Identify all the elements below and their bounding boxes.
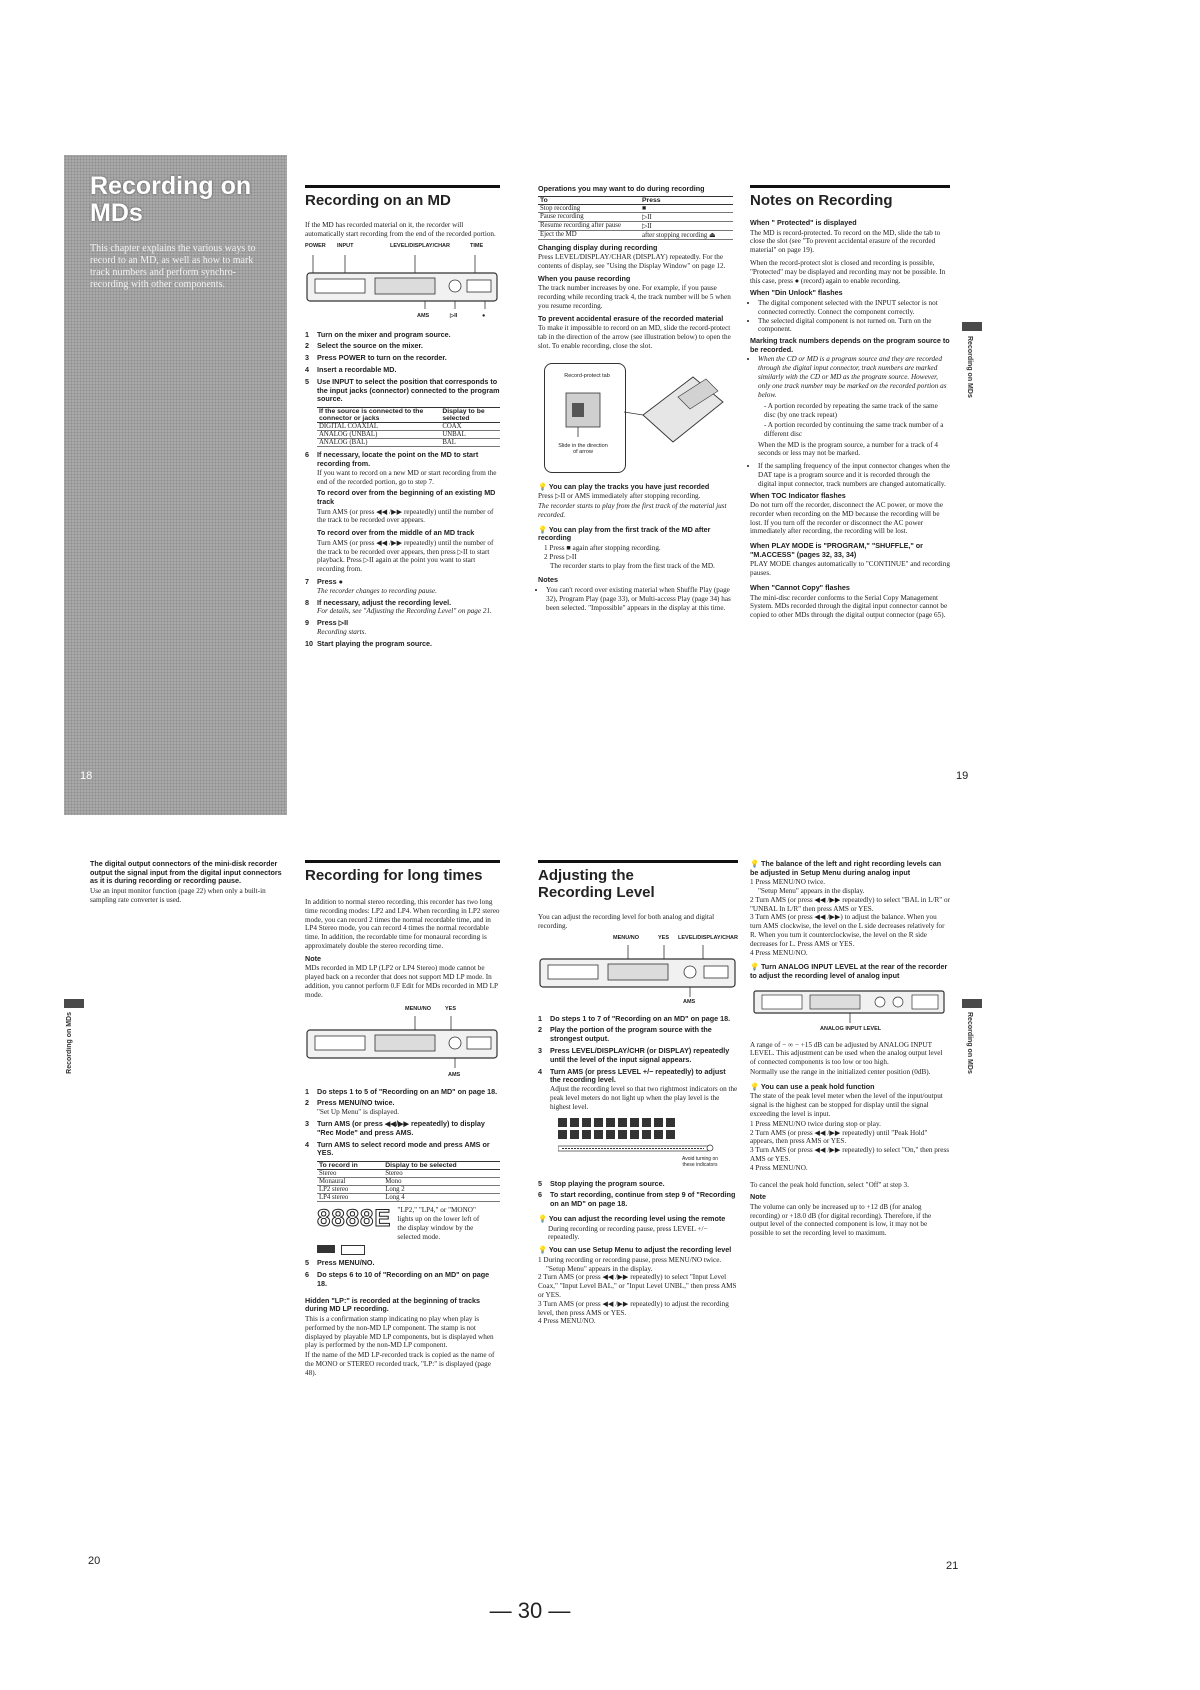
table-row: ANALOG (BAL) BAL (317, 439, 500, 447)
balance-section (750, 860, 950, 1242)
list-item: - A portion recorded by repeating the same track of the same disc (by one track repeat) (764, 402, 938, 420)
table-row: Eject the MD after stopping recording ⏏ (538, 230, 733, 239)
step-item: 4 Insert a recordable MD. (305, 364, 397, 374)
page-number: 21 (946, 1560, 959, 1572)
note-head: Marking track numbers depends on the program source to be recorded. (750, 336, 950, 354)
tip-step: 4 Press MENU/NO. (750, 1163, 808, 1172)
fig-label-yes: YES (445, 1005, 457, 1012)
bullet-head: To record over from the beginning of an existing MD track (317, 488, 496, 506)
tip-head: 💡 The balance of the left and right recording levels can be adjusted in Setup Menu during analog input (750, 859, 942, 877)
tip-step: 2 Press ▷II (544, 552, 577, 561)
side-tab-marker (64, 999, 84, 1008)
tip-head: 💡 You can use a peak hold function (750, 1081, 875, 1091)
tip-icon: 💡 (750, 859, 759, 868)
step-item: 2 Press MENU/NO twice. "Set Up Menu" is displayed. (305, 1098, 399, 1117)
section-rule (750, 185, 950, 188)
digital-note (90, 860, 285, 908)
side-tab-marker (962, 322, 982, 331)
record-protect-figure (538, 357, 733, 477)
recorder-drawing (305, 1016, 500, 1072)
step-item: 9 Press ▷II Recording starts. (305, 618, 367, 636)
side-label: Recording on MDs (966, 336, 973, 398)
section-intro: You can adjust the recording level for both analog and digital recording. (538, 913, 715, 930)
note-text: The volume can only be increased up to +12 dB (for analog recording) or +18.0 dB (for digital recording). Therefore, if the output level of the connected component is low, it may not be possible to set the recording level to maximum. (750, 1202, 932, 1238)
recorder-front-panel-figure (538, 935, 738, 1009)
tip-step: 1 Press ■ again after stopping recording. (544, 543, 661, 552)
recorder-drawing (305, 253, 500, 313)
step-item: 5 Use INPUT to select the position that corresponds to the input jacks (connector) connected to the program source. (305, 376, 500, 404)
tip-step: 4 Press MENU/NO. (538, 1317, 596, 1326)
notes-list (538, 586, 733, 612)
indicator-icon (341, 1245, 365, 1255)
tip-step: 3 Turn AMS (or press ◀◀ /▶▶ repeatedly) to select "On," then press AMS or YES. (750, 1146, 950, 1163)
note-dash-list (750, 402, 950, 438)
adjust-section (538, 860, 738, 1326)
note-text: MDs recorded in MD LP (LP2 or LP4 Stereo) mode cannot be played back on a recorder that does not support MD LP mode. In addition, you cannot perform 0.F Edit for MDs recorded in MD LP mode. (305, 964, 498, 999)
tip-head: 💡 You can adjust the recording level using the remote (538, 1213, 726, 1223)
operations-title: Operations you may want to do during recording (538, 184, 705, 193)
indicator-icon (317, 1245, 335, 1253)
step-item: 10 Start playing the program source. (305, 638, 433, 648)
mode-table (317, 1161, 500, 1202)
tip-text: During recording or recording pause, press LEVEL +/− repeatedly. (548, 1224, 708, 1242)
subsection-head: Changing display during recording (538, 242, 658, 252)
subsection-text: To make it impossible to record on an MD, slide the record-protect tab in the direction of the arrow (see illustration below) to open the slot. To enable recording, close the slot. (538, 324, 731, 350)
note-list (750, 299, 950, 334)
tip-step: "Setup Menu" appears in the display. (758, 886, 865, 895)
fig-label-time: TIME (470, 242, 484, 249)
chapter-block (64, 155, 287, 815)
hidden-text: If the name of the MD LP-recorded track is copied as the name of the MONO or STEREO recorded track, "LP:" is displayed (page 48). (305, 1351, 495, 1377)
tip-step: 2 Turn AMS (or press ◀◀ /▶▶ repeatedly) to select "Input Level Coax," "Input Level BAL," or "Input Level UNBL," then press AMS or YES. (538, 1273, 737, 1299)
table-header: If the source is connected to the connector or jacks (317, 408, 440, 423)
fig-label-power: POWER (305, 242, 326, 249)
table-header: Display to be selected (440, 408, 500, 423)
fig-label-level: LEVEL/DISPLAY/CHAR (390, 242, 451, 249)
tip-text: Press ▷II or AMS immediately after stopping recording. (538, 492, 701, 501)
step-item: 4 Turn AMS (or press LEVEL +/− repeatedly) to adjust the recording level. Adjust the recording level so that two rightmost indicators on the peak level meters do not light up when the play level is the highest level. (538, 1066, 738, 1111)
lcd-display: 8888E (317, 1205, 392, 1233)
step-item: 6 Do steps 6 to 10 of "Recording on an MD" on page 18. (305, 1270, 490, 1288)
step-item: 1 Do steps 1 to 5 of "Recording on an MD" on page 18. (305, 1086, 498, 1096)
tip-head: 💡 You can play from the first track of the MD after recording (538, 524, 711, 543)
tip-note: The recorder starts to play from the first track of the MD. (550, 561, 715, 570)
fig-label-menu: MENU/NO (405, 1005, 431, 1012)
step-item: 3 Press LEVEL/DISPLAY/CHR (or DISPLAY) repeatedly until the level of the input signal appears. (538, 1045, 730, 1064)
table-row: ANALOG (UNBAL) UNBAL (317, 431, 500, 439)
subsection-text: Press LEVEL/DISPLAY/CHAR (DISPLAY) repeatedly. For the contents of display, see "Using the Display Window" on page 12. (538, 253, 726, 270)
range-text: Normally use the range in the initialized center position (0dB). (750, 1067, 931, 1076)
table-row: Pause recording ▷II (538, 212, 733, 221)
chapter-intro: This chapter explains the various ways to record to an MD, as well as how to mark track numbers and perform synchro-recording with other components. (90, 243, 256, 290)
table-row: LP4 stereo Long 4 (317, 1194, 500, 1202)
section-rule (305, 860, 500, 863)
fig-label-analog: ANALOG INPUT LEVEL (820, 1025, 882, 1032)
note-text: PLAY MODE changes automatically to "CONTINUE" and recording pauses. (750, 560, 950, 578)
hidden-head: Hidden "LP:" is recorded at the beginning of tracks during MD LP recording. (305, 1295, 480, 1314)
bullet-head: To record over from the middle of an MD track (317, 528, 475, 538)
step-item: 1 Do steps 1 to 7 of "Recording on an MD" on page 18. (538, 1013, 731, 1023)
step-item: 3 Turn AMS (or press ◀◀/▶▶ repeatedly) to display "Rec Mode" and press AMS. (305, 1118, 485, 1137)
bullet-text: Turn AMS (or press ◀◀ /▶▶ repeatedly) until the number of the track to be recorded over appears. (317, 507, 494, 525)
tip-step: 1 Press MENU/NO twice. (750, 878, 826, 887)
peak-level-meter-figure (558, 1116, 738, 1176)
list-item: • If the sampling frequency of the input connector changes when the DAT tape is a program source and it is recorded through the digital input connector, track numbers are changed automatically. (758, 462, 950, 488)
subsection-head: When you pause recording (538, 273, 631, 283)
fig-label-rec: ● (482, 312, 486, 319)
note-head: When TOC Indicator flashes (750, 490, 846, 500)
step-item: 5 Press MENU/NO. (305, 1258, 375, 1268)
range-text: A range of − ∞ − +15 dB can be adjusted by ANALOG INPUT LEVEL. This adjustment can be used when the analog output level of connected components is too low or too high. (750, 1040, 943, 1067)
list-item: • You can't record over existing material when Shuffle Play (page 32), Program Play (page 33), or Multi-access Play (page 34) has been selected. "Impossible" appears in the display at this time. (546, 586, 733, 612)
tip-note: The recorder starts to play from the first track of the material just recorded. (538, 502, 727, 519)
note-head: When "Cannot Copy" flashes (750, 583, 850, 593)
list-item: - A portion recorded by continuing the same track number of a different disc (764, 420, 944, 438)
recorder-drawing (538, 945, 738, 1001)
tip-step: "Setup Menu" appears in the display. (546, 1264, 653, 1273)
input-table (317, 407, 500, 447)
digital-note-text: Use an input monitor function (page 22) when only a built-in sampling rate converter is used. (90, 886, 266, 904)
page-number: 19 (956, 770, 969, 782)
fig-label-play: ▷II (450, 312, 458, 319)
note-head: When " Protected" is displayed (750, 218, 857, 227)
table-row: LP2 stereo Long 2 (317, 1186, 500, 1194)
step-item: 6 If necessary, locate the point on the MD to start recording from. If you want to record on a new MD or start recording from the end of the recorded portion, go to step 7. (305, 450, 497, 486)
step-item: 2 Play the portion of the program source with the strongest output. (538, 1025, 712, 1044)
note-head: Note (750, 1192, 766, 1202)
fig-slide-label: Slide in the direction of arrow (558, 442, 608, 455)
tip-step: 1 During recording or recording pause, press MENU/NO twice. (538, 1255, 722, 1264)
subsection-head: To prevent accidental erasure of the recorded material (538, 313, 724, 323)
display-note: "LP2," "LP4," or "MONO" lights up on the lower left of the display window by the selected mode. (397, 1206, 480, 1241)
step-item: 4 Turn AMS to select record mode and press AMS or YES. (305, 1139, 490, 1158)
fig-label-yes: YES (658, 934, 670, 941)
note-head: When "Din Unlock" flashes (750, 288, 843, 298)
table-header: To (538, 196, 640, 204)
side-tab-marker (962, 999, 982, 1008)
lcd-small-indicators (317, 1245, 500, 1255)
fig-label-input: INPUT (337, 242, 354, 249)
step-item: 8 If necessary, adjust the recording level. For details, see "Adjusting the Recording Level" on page 21. (305, 597, 492, 616)
table-header: Press (640, 196, 733, 204)
rear-panel-drawing (750, 985, 950, 1025)
note-text: When the record-protect slot is closed and recording is possible, "Protected" may be displayed and recording may not be possible. In this case, press ● (record) again to enable recording. (750, 258, 946, 285)
tip-icon: 💡 (538, 1213, 547, 1223)
tip-step: 1 Press MENU/NO twice during stop or play. (750, 1119, 881, 1128)
bullet-text: Turn AMS (or press ◀◀ /▶▶ repeatedly) until the number of the track to be recorded over appears, then press ▷II to start playback. Press ▷II again at the point you want to start recording from. (317, 538, 494, 574)
fig-label-ams: AMS (448, 1071, 461, 1078)
list-item: • The digital component selected with the INPUT selector is not connected correctly. Connect the component correctly. (758, 299, 950, 317)
page-number: 18 (80, 770, 93, 782)
rear-panel-figure (750, 985, 950, 1037)
md-disc-drawing (538, 357, 728, 475)
notes-head: Notes (538, 575, 558, 585)
lcd-figure (317, 1206, 500, 1241)
section-rule (305, 185, 500, 188)
table-header: To record in (317, 1162, 383, 1170)
fig-label-menu: MENU/NO (613, 934, 639, 941)
table-row: Stereo Stereo (317, 1170, 500, 1178)
table-row: Stop recording ■ (538, 204, 733, 212)
fig-label-ams: AMS (683, 998, 696, 1005)
note-text: The MD is record-protected. To record on the MD, slide the tab to close the slot (see "To prevent accidental erasure of the recorded material" on page 19). (750, 228, 941, 255)
note-head: When PLAY MODE is "PROGRAM," "SHUFFLE," or "M.ACCESS" (pages 32, 33, 34) (750, 541, 923, 559)
step-item: 6 To start recording, continue from step 9 of "Recording on an MD" on page 18. (538, 1190, 736, 1209)
step-item: 5 Stop playing the program source. (538, 1178, 665, 1188)
step-item: 1 Turn on the mixer and program source. (305, 329, 451, 339)
step6-bullets (305, 489, 500, 574)
section-title: Notes on Recording (750, 192, 893, 209)
operations-table (538, 196, 733, 240)
list-item: • The selected digital component is not turned on. Turn on the component. (758, 317, 950, 335)
side-label: Recording on MDs (66, 1012, 73, 1074)
operations-section (538, 185, 733, 615)
note-text: Do not turn off the recorder, disconnect the AC power, or move the recorder when recording on the MD because the recording will be lost. If you turn off the recorder or disconnect the AC power immediately after recording, the recording will be lost. (750, 501, 943, 536)
note-text: When the MD is the program source, a number for a track of 4 seconds or less may not be marked. (758, 440, 939, 458)
cancel-text: To cancel the peak hold function, select "Off" at step 3. (750, 1180, 909, 1189)
digital-note-head: The digital output connectors of the mini-disk recorder output the signal input from the digital input connectors as it is during recording or recording pause. (90, 859, 282, 886)
note-head: Note (305, 953, 321, 963)
notes-section (750, 185, 950, 624)
footer-page-number: — 30 — (489, 1598, 571, 1623)
table-row: Monaural Mono (317, 1178, 500, 1186)
table-header: Display to be selected (383, 1162, 500, 1170)
note-list (750, 355, 950, 399)
tip-icon: 💡 (538, 1245, 547, 1255)
tip-step: 3 Turn AMS (or press ◀◀ /▶▶) to adjust the balance. When you turn AMS clockwise, the level on the L side decreases relatively for R. When you turn it counterclockwise, the level on the R side decreases for L. Press AMS or YES. (750, 913, 945, 948)
tip-step: 3 Turn AMS (or press ◀◀ /▶▶ repeatedly) to adjust the recording level, then press AMS or YES. (538, 1299, 729, 1317)
table-row: DIGITAL COAXIAL COAX (317, 423, 500, 431)
tip-icon: 💡 (750, 962, 759, 972)
step-item: 7 Press ● The recorder changes to recording pause. (305, 576, 437, 595)
section-title: Adjusting the Recording Level (538, 867, 655, 901)
note-list (750, 462, 950, 488)
tip-icon: 💡 (750, 1081, 759, 1091)
recorder-front-panel-figure (305, 243, 500, 325)
tip-step: 2 Turn AMS (or press ◀◀ /▶▶ repeatedly) until "Peak Hold" appears, then press AMS or YES. (750, 1128, 928, 1146)
table-row: Resume recording after pause ▷II (538, 221, 733, 230)
fig-label-level: LEVEL/DISPLAY/CHAR (678, 934, 739, 941)
meter-caption: Avoid turning on these indicators (681, 1155, 719, 1168)
section-title: Recording on an MD (305, 192, 451, 209)
hidden-text: This is a confirmation stamp indicating no play when play is performed by the non-MD LP component. The stamp is not displayed by playable MD LP components, but is displayed when play is performed by the non-MD LP component. (305, 1314, 494, 1350)
tip-step: 2 Turn AMS (or press ◀◀ /▶▶ repeatedly) to select "BAL in L/R" or "UNBAL In L/R" then press AMS or YES. (750, 895, 950, 913)
tip-head: 💡 Turn ANALOG INPUT LEVEL at the rear of the recorder to adjust the recording level of analog input (750, 962, 948, 980)
subsection-text: The track number increases by one. For example, if you pause recording while recording track 4, the track number will be 5 when you resume recording. (538, 284, 731, 310)
step-item: 3 Press POWER to turn on the recorder. (305, 353, 447, 363)
fig-label-ams: AMS (417, 312, 430, 319)
note-text: The mini-disc recorder conforms to the Serial Copy Management System. MDs recorded through the digital input connector cannot be copied to other MDs through the digital output connector (page 65). (750, 593, 948, 620)
step-item: 2 Select the source on the mixer. (305, 341, 423, 351)
tip-icon: 💡 (538, 524, 547, 534)
tip-head: 💡 You can play the tracks you have just recorded (538, 481, 710, 491)
tip-text: The state of the peak level meter when the level of the input/output signal is the highest can be stopped for display until the signal exceeding the level is input. (750, 1092, 943, 1118)
recording-section (305, 185, 500, 652)
section-intro: In addition to normal stereo recording, this recorder has two long time recording modes: LP2 and LP4. When recording in LP2 stereo mode, you can record 2 times the normal recordable time, and in LP4 Stereo mode, you can record 4 times the normal recordable time. In addition, the recordable time for monaural recording is approximately double the stereo recording time. (305, 898, 500, 950)
chapter-title: Recording on MDs (90, 172, 252, 227)
section-intro: If the MD has recorded material on it, the recorder will automatically start recording from the end of the recorded portion. (305, 221, 496, 238)
list-item: • When the CD or MD is a program source and they are recorded through the digital input connector, track numbers are marked similarly with the CD or MD as the program source. However, only one track number may be marked on the recorded portion as below. (758, 355, 950, 399)
section-title: Recording for long times (305, 867, 483, 884)
page-number: 20 (88, 1555, 101, 1567)
section-rule (538, 860, 738, 863)
step-list (305, 331, 500, 405)
tip-icon: 💡 (538, 481, 547, 491)
longtime-section (305, 860, 500, 1381)
fig-tab-label: Record-protect tab (564, 372, 610, 379)
recorder-front-panel-figure (305, 1006, 500, 1082)
tip-head: 💡 You can use Setup Menu to adjust the recording level (538, 1245, 732, 1255)
tip-step: 4 Press MENU/NO. (750, 948, 808, 957)
side-label: Recording on MDs (966, 1012, 973, 1074)
